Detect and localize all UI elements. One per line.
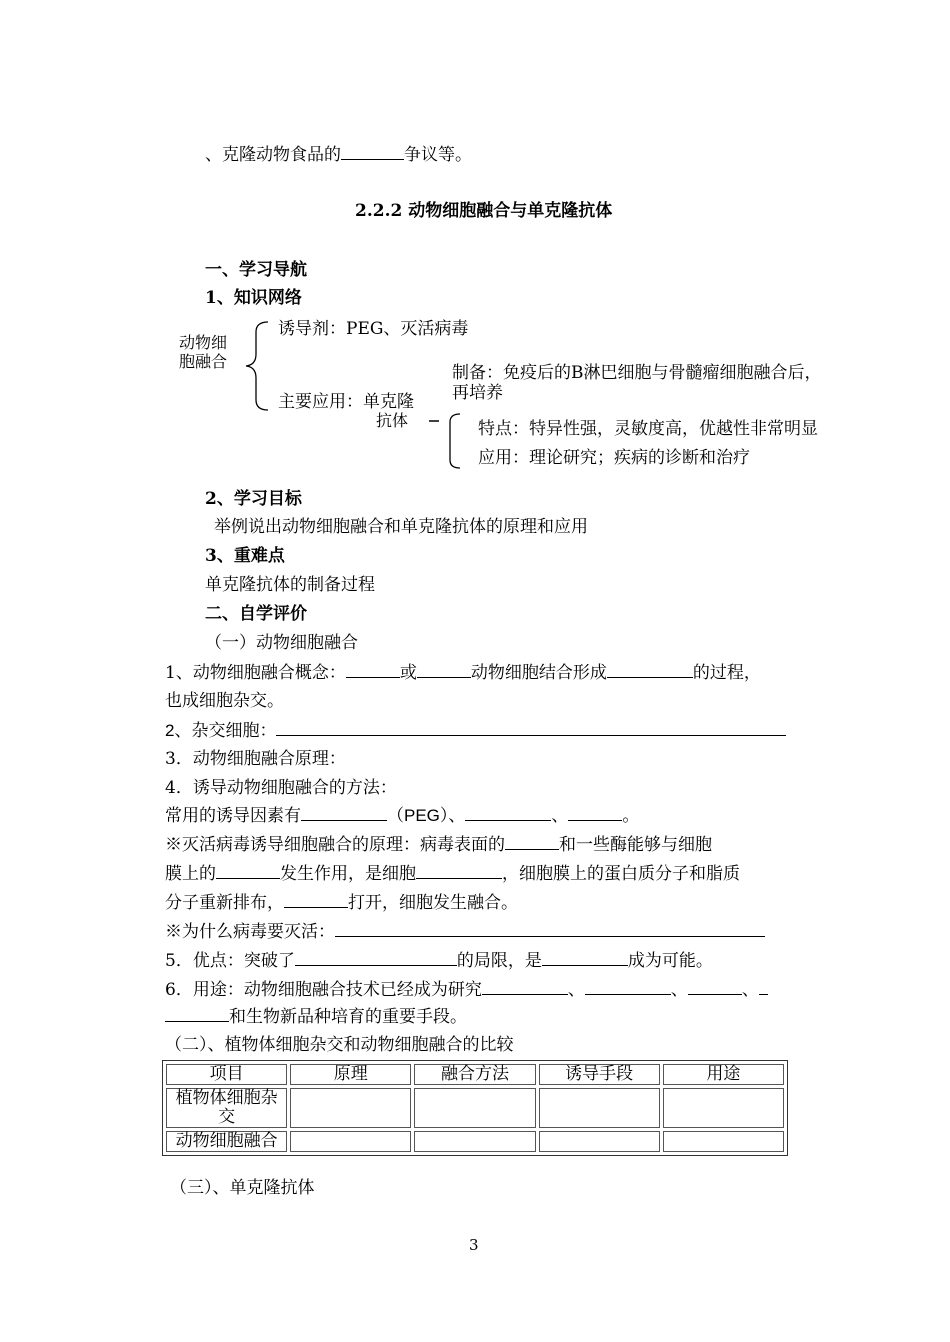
table-row-label [166, 1088, 287, 1128]
prev-line-prefix: 、克隆动物食品的 [205, 145, 341, 165]
row-label-line: 植物体细胞杂 [175, 1088, 278, 1108]
key-heading: 3、重难点 [205, 546, 285, 566]
part2-heading: （二）、植物体细胞杂交和动物细胞融合的比较 [165, 1035, 514, 1055]
brace-sub [440, 410, 464, 472]
table-row [166, 1131, 784, 1152]
virus-text-d: 发生作用，是细胞 [280, 864, 416, 884]
q1-or: 或 [399, 663, 417, 683]
q4-end: 。 [622, 806, 640, 826]
answer-blank[interactable] [759, 978, 768, 995]
prev-line-suffix: 争议等。 [404, 145, 472, 165]
answer-blank[interactable] [216, 862, 280, 879]
table-header-cell: 原理 [290, 1064, 411, 1085]
q2-number: 2 [165, 721, 175, 740]
virus-text-a: ※灭活病毒诱导细胞融合的原理：病毒表面的 [165, 835, 505, 855]
q6-sep: 、 [567, 980, 585, 1000]
q6-sep: 、 [670, 980, 688, 1000]
answer-blank[interactable] [465, 804, 551, 821]
goal-text: 举例说出动物细胞融合和单克隆抗体的原理和应用 [214, 517, 588, 537]
answer-blank[interactable] [276, 719, 786, 736]
key-text: 单克隆抗体的制备过程 [205, 575, 375, 595]
table-header-cell: 融合方法 [414, 1064, 535, 1085]
answer-blank[interactable] [417, 661, 471, 678]
network-application-antibody: 抗体 [376, 411, 409, 430]
answer-blank[interactable] [585, 978, 671, 995]
why-line [165, 920, 765, 943]
virus-text-g: 打开，细胞发生融合。 [348, 893, 518, 913]
table-row [166, 1088, 784, 1128]
part1-heading: （一）动物细胞融合 [205, 633, 358, 653]
q4-sep: 、 [551, 806, 569, 826]
prev-line [205, 143, 472, 166]
question-1-cont: 也成细胞杂交。 [165, 691, 284, 711]
q1-text-c: 的过程， [692, 663, 761, 683]
answer-blank[interactable] [301, 804, 387, 821]
answer-blank[interactable] [505, 833, 559, 850]
table-cell[interactable] [414, 1088, 535, 1128]
brace-main [242, 318, 272, 414]
table-cell[interactable] [414, 1131, 535, 1152]
q5-text-c: 成为可能。 [627, 951, 713, 971]
network-heading: 1、知识网络 [205, 288, 302, 308]
table-header-row [166, 1064, 784, 1085]
virus-line-1 [165, 833, 712, 856]
answer-blank[interactable] [607, 661, 693, 678]
q6-text-a: 6．用途：动物细胞融合技术已经成为研究 [165, 980, 482, 1000]
q1-text: 1、动物细胞融合概念： [165, 663, 346, 683]
q6-end: 和生物新品种培育的重要手段。 [229, 1007, 467, 1027]
why-text: ※为什么病毒要灭活： [165, 922, 335, 942]
network-prepare-line1: 制备：免疫后的B淋巴细胞与骨髓瘤细胞融合后， [452, 363, 822, 383]
q2-text: 、杂交细胞： [174, 721, 277, 741]
question-2 [165, 719, 786, 742]
question-1 [165, 661, 761, 684]
table-header-cell: 用途 [663, 1064, 784, 1085]
answer-blank[interactable] [416, 862, 502, 879]
answer-blank[interactable] [346, 661, 400, 678]
virus-text-c: 膜上的 [165, 864, 216, 884]
self-eval-heading: 二、自学评价 [205, 604, 307, 624]
table-cell[interactable] [663, 1131, 784, 1152]
question-6-cont [165, 1005, 467, 1028]
table-row-label: 动物细胞融合 [166, 1131, 287, 1152]
network-root-line2: 胞融合 [179, 352, 228, 371]
answer-blank[interactable] [542, 949, 628, 966]
answer-blank[interactable] [335, 920, 765, 937]
table-header-cell: 诱导手段 [539, 1064, 660, 1085]
question-4: 4．诱导动物细胞融合的方法： [165, 778, 397, 798]
guide-heading: 一、学习导航 [205, 260, 307, 280]
network-application: 主要应用：单克隆 [278, 392, 414, 412]
table-cell[interactable] [290, 1131, 411, 1152]
virus-line-3 [165, 891, 518, 914]
virus-text-b: 和一些酶能够与细胞 [559, 835, 712, 855]
network-inducer: 诱导剂：PEG、灭活病毒 [278, 319, 469, 339]
answer-blank[interactable] [482, 978, 568, 995]
question-5 [165, 949, 713, 972]
q5-text-b: 的局限，是 [456, 951, 542, 971]
q4-peg: （PEG）、 [387, 806, 466, 825]
comparison-table [162, 1060, 788, 1156]
connector-dash [428, 418, 440, 424]
section-title: 2.2.2 动物细胞融合与单克隆抗体 [355, 201, 613, 221]
q5-text-a: 5．优点：突破了 [165, 951, 295, 971]
network-feature: 特点：特异性强，灵敏度高，优越性非常明显 [478, 419, 818, 439]
table-cell[interactable] [290, 1088, 411, 1128]
q4-text: 常用的诱导因素有 [165, 806, 301, 826]
virus-text-e: ，细胞膜上的蛋白质分子和脂质 [502, 864, 740, 884]
q1-text-b: 动物细胞结合形成 [470, 663, 607, 683]
virus-line-2 [165, 862, 740, 885]
question-3: 3．动物细胞融合原理： [165, 749, 346, 769]
table-cell[interactable] [539, 1088, 660, 1128]
question-6 [165, 978, 768, 1001]
answer-blank[interactable] [284, 891, 348, 908]
table-cell[interactable] [539, 1131, 660, 1152]
table-cell[interactable] [663, 1088, 784, 1128]
goal-heading: 2、学习目标 [205, 489, 302, 509]
network-usage: 应用：理论研究；疾病的诊断和治疗 [478, 448, 750, 468]
network-root-line1: 动物细 [179, 333, 228, 352]
answer-blank[interactable] [688, 978, 742, 995]
answer-blank[interactable] [568, 804, 622, 821]
part3-heading: （三）、单克隆抗体 [170, 1178, 315, 1198]
row-label-line: 交 [218, 1107, 236, 1127]
network-prepare-line2: 再培养 [452, 383, 503, 403]
answer-blank[interactable] [165, 1005, 229, 1022]
answer-blank[interactable] [341, 143, 404, 160]
answer-blank[interactable] [295, 949, 457, 966]
q6-sep: 、 [741, 980, 759, 1000]
question-4-line [165, 804, 639, 827]
page-number: 3 [469, 1236, 479, 1254]
virus-text-f: 分子重新排布， [165, 893, 284, 913]
table-header-cell: 项目 [166, 1064, 287, 1085]
